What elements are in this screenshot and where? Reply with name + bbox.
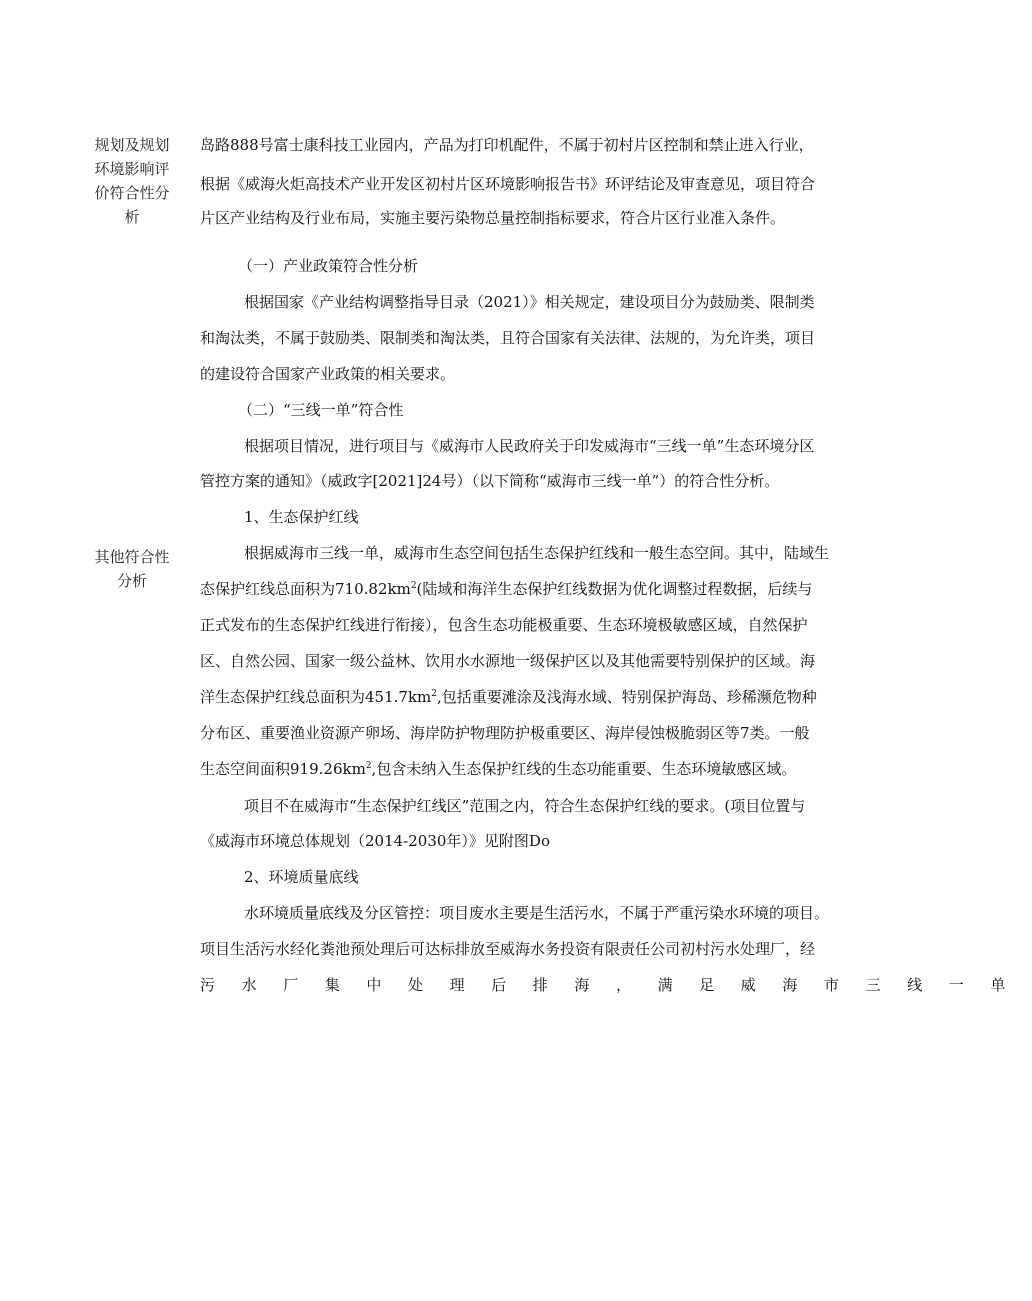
paragraph-line: 项目生活污水经化粪池预处理后可达标排放至威海水务投资有限责任公司初村污水处理厂，经 xyxy=(200,940,816,958)
label-line: 其他符合性 xyxy=(94,548,170,566)
superscript: 2 xyxy=(431,689,437,699)
text-run: ,包含未纳入生态保护红线的生态功能重要、生态环境敏感区域。 xyxy=(371,760,797,778)
paragraph-line: 正式发布的生态保护红线进行衔接），包含生态功能极重要、生态环境极敏感区域，自然保护 xyxy=(200,616,808,634)
label-line: 析 xyxy=(124,208,140,226)
superscript: 2 xyxy=(365,761,372,771)
heading-three-lines: （二）“三线一单”符合性 xyxy=(238,401,404,419)
text-run: (陆域和海洋生态保护红线数据为优化调整过程数据，后续与 xyxy=(416,580,813,598)
paragraph-line: 岛路888号富士康科技工业园内，产品为打印机配件，不属于初村片区控制和禁止进入行业， xyxy=(200,136,814,154)
paragraph-line: 根据威海市三线一单，威海市生态空间包括生态保护红线和一般生态空间。其中，陆域生 xyxy=(244,544,830,562)
heading-env-quality: 2、环境质量底线 xyxy=(244,868,359,886)
label-line: 环境影响评 xyxy=(94,160,170,178)
paragraph-line: 片区产业结构及行业布局，实施主要污染物总量控制指标要求，符合片区行业准入条件。 xyxy=(200,209,786,227)
heading-eco-red-line: 1、生态保护红线 xyxy=(244,508,359,526)
text-run: 洋生态保护红线总面积为451.7km xyxy=(200,688,432,706)
section-label-planning xyxy=(80,133,184,229)
paragraph-line xyxy=(200,577,812,601)
paragraph-line xyxy=(200,685,817,709)
paragraph-line: 《威海市环境总体规划（2014-2030年）》见附图Do xyxy=(200,832,550,850)
paragraph-line: 和淘汰类，不属于鼓励类、限制类和淘汰类，且符合国家有关法律、法规的，为允许类，项目 xyxy=(200,329,816,347)
label-line: 分析 xyxy=(116,572,147,590)
text-run: 生态空间面积919.26km xyxy=(200,760,366,778)
paragraph-line: 管控方案的通知》（威政字[2021]24号）（以下简称“威海市三线一单”）的符合性分析。 xyxy=(200,472,780,490)
section-label-other xyxy=(80,545,184,593)
paragraph-line: 的建设符合国家产业政策的相关要求。 xyxy=(200,365,456,383)
heading-industry-policy: （一）产业政策符合性分析 xyxy=(238,257,419,275)
text-run: 态保护红线总面积为710.82km xyxy=(200,580,411,598)
label-line: 价符合性分 xyxy=(94,184,170,202)
paragraph-line: 区、自然公园、国家一级公益林、饮用水水源地一级保护区以及其他需要特别保护的区域。海 xyxy=(200,652,816,670)
paragraph-line: 根据项目情况，进行项目与《威海市人民政府关于印发威海市“三线一单”生态环境分区 xyxy=(244,437,815,455)
paragraph-line: 根据国家《产业结构调整指导目录（2021）》相关规定，建设项目分为鼓励类、限制类 xyxy=(244,293,815,311)
text-run: ,包括重要滩涂及浅海水域、特别保护海岛、珍稀濒危物种 xyxy=(437,688,817,706)
paragraph-line: 污水厂集中处理后排海，满足威海市三线一单 xyxy=(200,976,1032,994)
paragraph-line: 分布区、重要渔业资源产卵场、海岸防护物理防护极重要区、海岸侵蚀极脆弱区等7类。一般 xyxy=(200,724,810,742)
superscript: 2 xyxy=(410,581,417,591)
paragraph-line: 水环境质量底线及分区管控：项目废水主要是生活污水，不属于严重污染水环境的项目。 xyxy=(244,904,830,922)
paragraph-line: 根据《威海火炬高技术产业开发区初村片区环境影响报告书》环评结论及审查意见，项目符合 xyxy=(200,175,816,193)
label-line: 规划及规划 xyxy=(94,136,170,154)
paragraph-line xyxy=(200,757,796,781)
paragraph-line: 项目不在威海市“生态保护红线区”范围之内，符合生态保护红线的要求。(项目位置与 xyxy=(244,797,806,815)
